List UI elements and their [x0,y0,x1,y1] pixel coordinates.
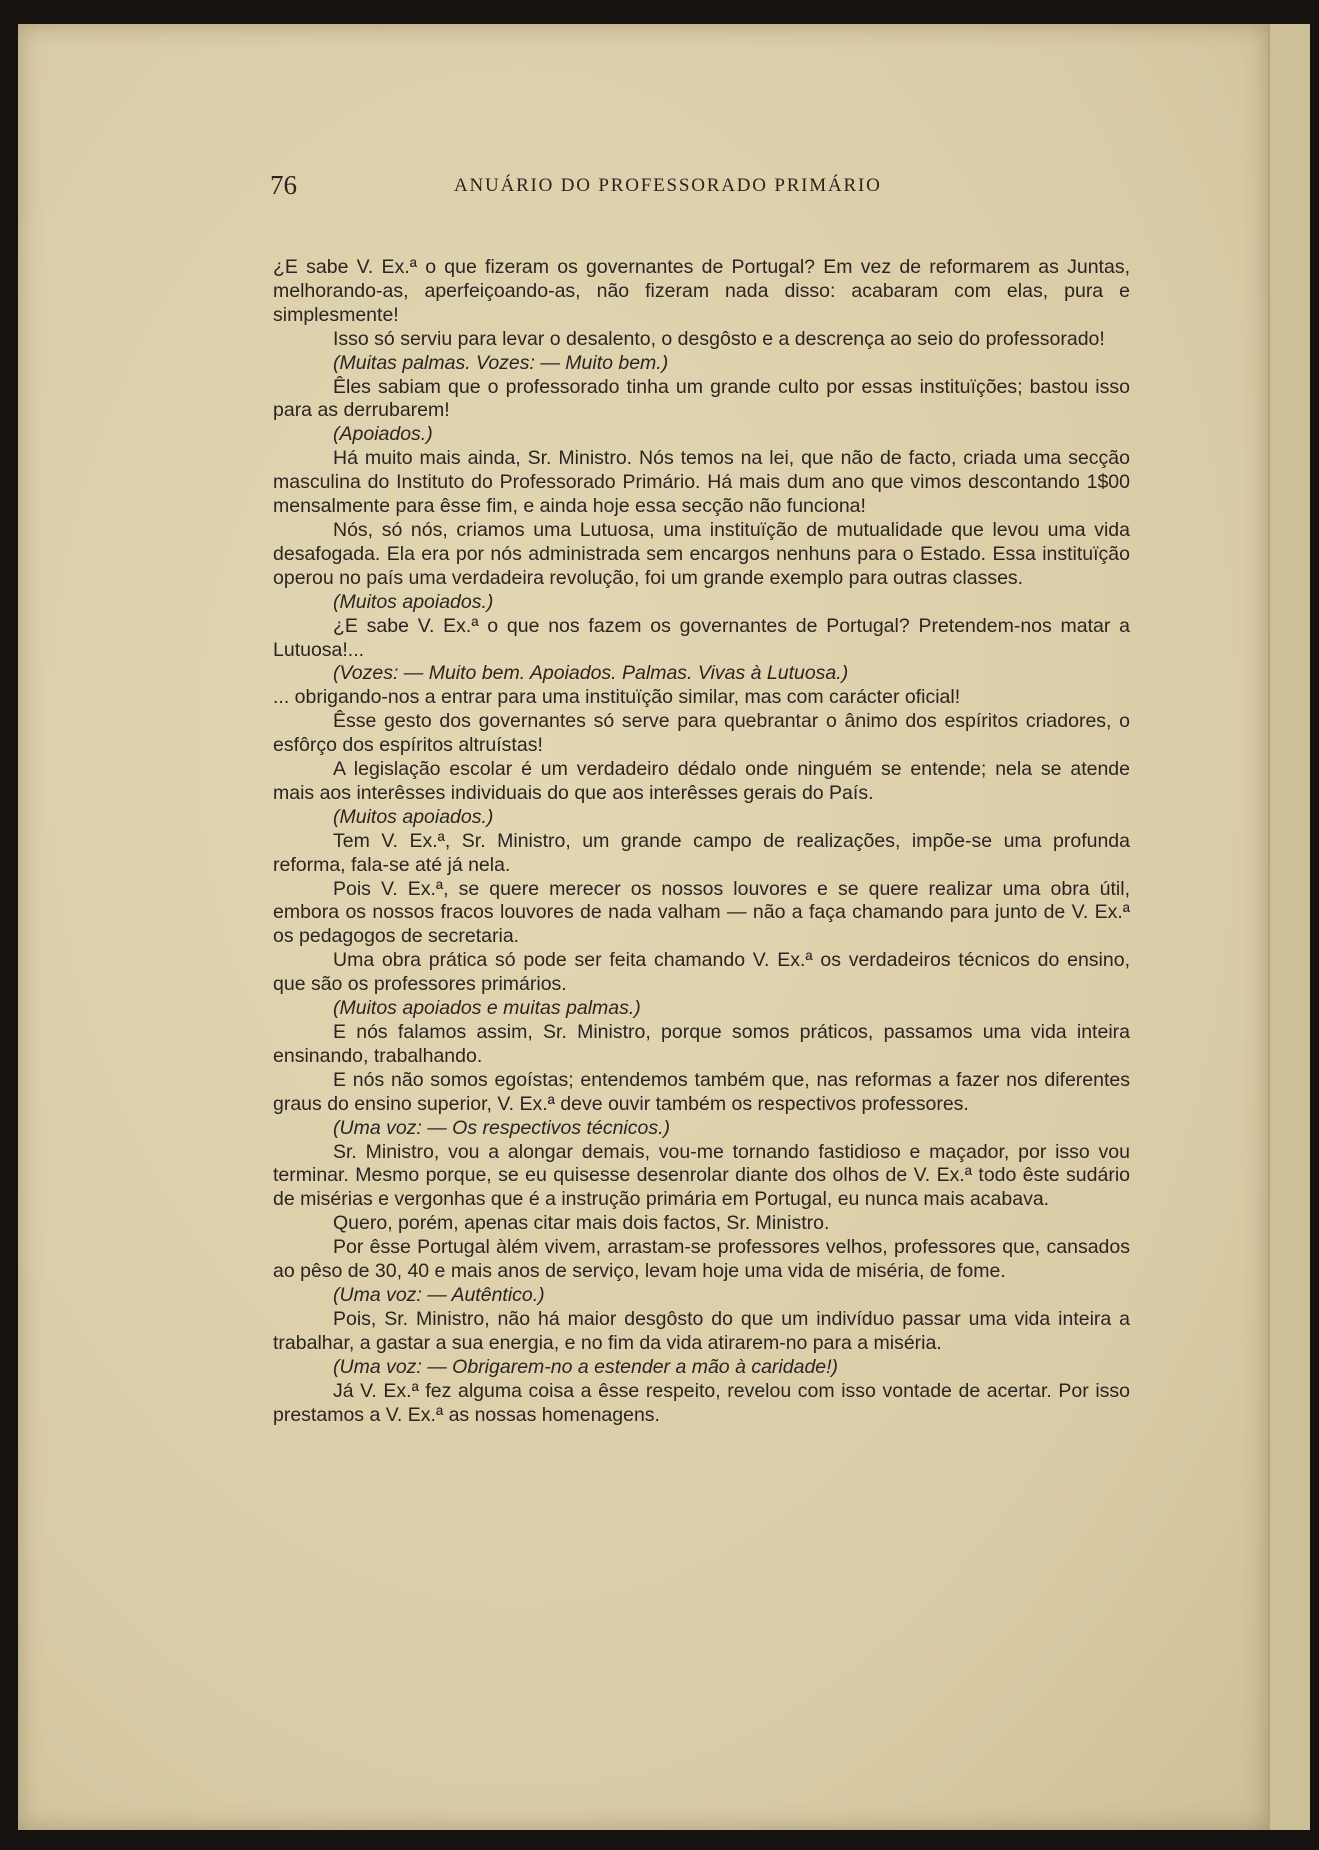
paragraph: Já V. Ex.ª fez alguma coisa a êsse respeito, revelou com isso vontade de acertar. Por isso prestamos a V. Ex.ª as nossas homenagens. [273,1379,1130,1426]
running-title: ANUÁRIO DO PROFESSORADO PRIMÁRIO [454,175,882,196]
interjection: (Muitas palmas. Vozes: — Muito bem.) [333,351,669,374]
paragraph: Por êsse Portugal àlém vivem, arrastam-se professores velhos, professores que, cansados ao pêso de 30, 40 e mais anos de serviço, levam hoje uma vida de miséria, de fome. [273,1236,1130,1283]
paragraph: A legislação escolar é um verdadeiro dédalo onde ninguém se entende; nela se atende mais aos interêsses individuais do que aos interêsses gerais do País. [273,758,1130,804]
speech-transcript [273,256,1130,1427]
interjection: (Muitos apoiados.) [333,805,494,828]
paragraph: Pois V. Ex.ª, se quere merecer os nossos louvores e se quere realizar uma obra útil, embora os nossos fracos louvores de nada valham — não a faça chamando para junto de V. Ex.ª os pedagogos de secretaria. [273,877,1130,948]
paragraph: Sr. Ministro, vou a alongar demais, vou-me tornando fastidioso e maçador, por isso vou terminar. Mesmo porque, se eu quisesse desenrolar diante dos olhos de V. Ex.ª todo êste sudário de misérias e vergonhas que é a instrução primária em Portugal, eu nunca mais acabava. [273,1140,1130,1211]
paragraph: ¿E sabe V. Ex.ª o que nos fazem os governantes de Portugal? Pretendem-nos matar a Lutuosa!... [273,614,1130,661]
interjection: (Uma voz: — Os respectivos técnicos.) [333,1116,671,1139]
paragraph: Pois, Sr. Ministro, não há maior desgôsto do que um indivíduo passar uma vida inteira a trabalhar, a gastar a sua energia, e no fim da vida atirarem-no para a miséria. [273,1307,1130,1354]
page-number: 76 [270,170,297,200]
paragraph: E nós não somos egoístas; entendemos também que, nas reformas a fazer nos diferentes graus do ensino superior, V. Ex.ª deve ouvir também os respectivos professores. [273,1068,1130,1115]
next-page-edge [1268,24,1310,1830]
interjection: (Uma voz: — Autêntico.) [333,1283,545,1306]
paragraph: Êles sabiam que o professorado tinha um grande culto por essas instituïções; bastou isso para as derrubarem! [273,375,1130,422]
paragraph: Quero, porém, apenas citar mais dois factos, Sr. Ministro. [333,1212,830,1235]
paragraph: Isso só serviu para levar o desalento, o desgôsto e a descrença ao seio do professorado! [333,327,1105,350]
paragraph: ¿E sabe V. Ex.ª o que fizeram os governantes de Portugal? Em vez de reformarem as Juntas, melhorando-as, aperfeiçoando-as, não fizeram nada disso: acabaram com elas, pura e simplesmente! [273,256,1130,326]
paragraph: Nós, só nós, criamos uma Lutuosa, uma instituïção de mutualidade que levou uma vida desafogada. Ela era por nós administrada sem encargos nenhuns para o Estado. Essa instituïção operou no país uma verdadeira revolução, foi um grande exemplo para outras classes. [273,518,1130,589]
paragraph: ... obrigando-nos a entrar para uma instituïção similar, mas com carácter oficial! [273,686,961,709]
interjection: (Apoiados.) [333,423,433,446]
paragraph: Êsse gesto dos governantes só serve para quebrantar o ânimo dos espíritos criadores, o esfôrço dos espíritos altruístas! [273,710,1130,757]
interjection: (Muitos apoiados e muitas palmas.) [333,997,641,1020]
paragraph: Tem V. Ex.ª, Sr. Ministro, um grande campo de realizações, impõe-se uma profunda reforma, fala-se até já nela. [273,829,1130,876]
page-header [270,170,950,200]
paragraph: E nós falamos assim, Sr. Ministro, porque somos práticos, passamos uma vida inteira ensinando, trabalhando. [273,1021,1130,1067]
interjection: (Muitos apoiados.) [333,590,494,613]
paragraph: Uma obra prática só pode ser feita chamando V. Ex.ª os verdadeiros técnicos do ensino, que são os professores primários. [273,949,1130,996]
interjection: (Uma voz: — Obrigarem-no a estender a mão à caridade!) [333,1355,839,1378]
interjection: (Vozes: — Muito bem. Apoiados. Palmas. Vivas à Lutuosa.) [333,662,849,685]
paragraph: Há muito mais ainda, Sr. Ministro. Nós temos na lei, que não de facto, criada uma secção masculina do Instituto do Professorado Primário. Há mais dum ano que vimos descontando 1$00 mensalmente para êsse fim, e ainda hoje essa secção não funciona! [273,447,1130,518]
